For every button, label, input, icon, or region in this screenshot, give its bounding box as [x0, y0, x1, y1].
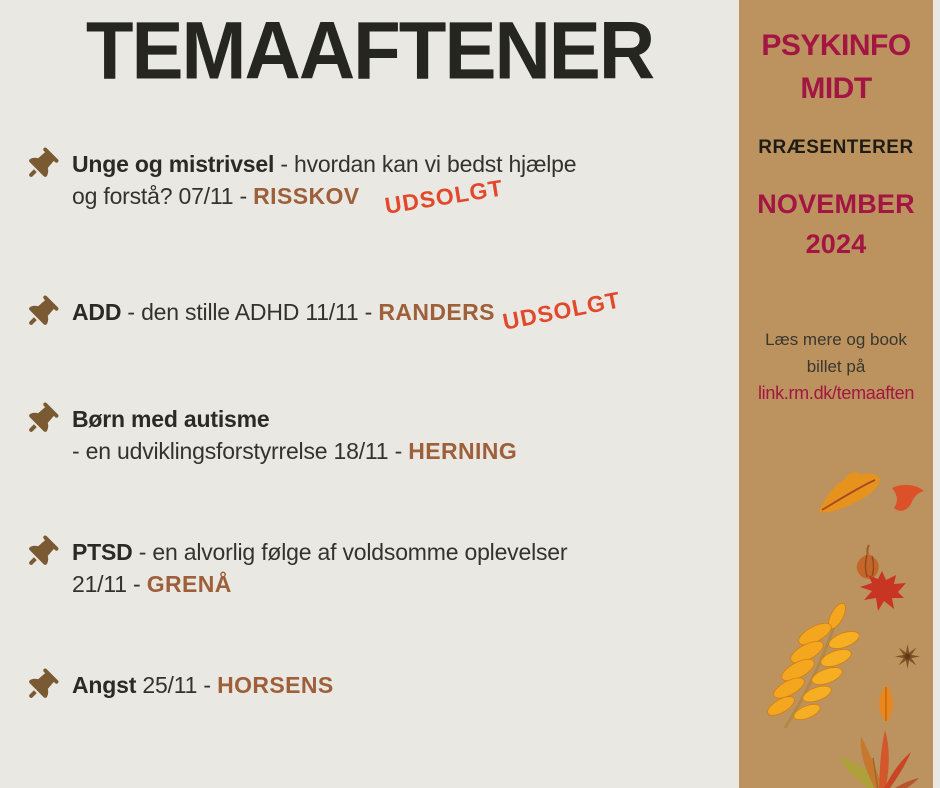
event-description: - en alvorlig følge af voldsomme oplevelser	[132, 539, 568, 565]
pushpin-icon	[25, 670, 57, 702]
event-location: RISSKOV	[253, 183, 360, 209]
event-title: PTSD	[72, 539, 133, 565]
soldout-badge: UDSOLGT	[500, 286, 623, 335]
event-date-line: 21/11 -	[72, 571, 147, 597]
event-title: Børn med autisme	[72, 406, 270, 432]
event-text	[72, 669, 725, 701]
event-text	[72, 296, 725, 328]
booking-info-line2: billet på	[806, 357, 866, 376]
month-line2: 2024	[805, 229, 867, 259]
event-description: - den stille ADHD 11/11 -	[121, 299, 379, 325]
brand-line2: MIDT	[800, 72, 872, 105]
event-description: 25/11 -	[136, 672, 218, 698]
maple-leaf-icon	[858, 571, 906, 611]
pushpin-icon	[25, 149, 57, 181]
rowan-leaf-icon	[761, 600, 859, 732]
presents-label: RRÆSENTERER	[758, 137, 914, 158]
pushpin-icon	[25, 404, 57, 436]
booking-info-line1: Læs mere og book	[765, 330, 907, 349]
event-item-add	[25, 286, 725, 335]
brand-line1: PSYKINFO	[761, 29, 911, 62]
event-location: HORSENS	[217, 672, 334, 698]
event-title: ADD	[72, 299, 122, 325]
orange-leaf-icon	[873, 684, 899, 724]
page-title: TEMAAFTENER	[85, 4, 654, 97]
event-item-unge-og-mistrivsel	[25, 148, 725, 219]
month-line1: NOVEMBER	[757, 189, 915, 219]
oak-leaf-icon	[815, 470, 887, 518]
event-item-angst	[25, 669, 725, 701]
soldout-badge: UDSOLGT	[382, 174, 506, 219]
event-item-ptsd	[25, 536, 725, 600]
booking-link[interactable]: link.rm.dk/temaaften	[757, 383, 915, 403]
event-text	[72, 403, 725, 467]
pushpin-icon	[25, 297, 57, 329]
brand-name	[739, 0, 933, 110]
event-title: Angst	[72, 672, 137, 698]
event-location: HERNING	[408, 438, 518, 464]
event-description: - hvordan kan vi bedst hjælpe	[274, 151, 577, 177]
event-text	[72, 536, 725, 600]
event-location: RANDERS	[378, 299, 495, 325]
sidebar	[739, 0, 933, 788]
autumn-leaf-icon	[837, 724, 921, 788]
event-item-boern-med-autisme	[25, 403, 725, 467]
right-edge-strip	[933, 0, 940, 788]
pushpin-icon	[25, 537, 57, 569]
star-anise-icon	[894, 643, 921, 670]
event-date-line: og forstå? 07/11 -	[72, 183, 254, 209]
red-leaf-fragment-icon	[890, 482, 926, 514]
event-title: Unge og mistrivsel	[72, 151, 275, 177]
month-label	[739, 184, 933, 264]
event-date-line: - en udviklingsforstyrrelse 18/11 -	[72, 438, 409, 464]
booking-info	[739, 326, 933, 406]
event-location: GRENÅ	[146, 571, 232, 597]
